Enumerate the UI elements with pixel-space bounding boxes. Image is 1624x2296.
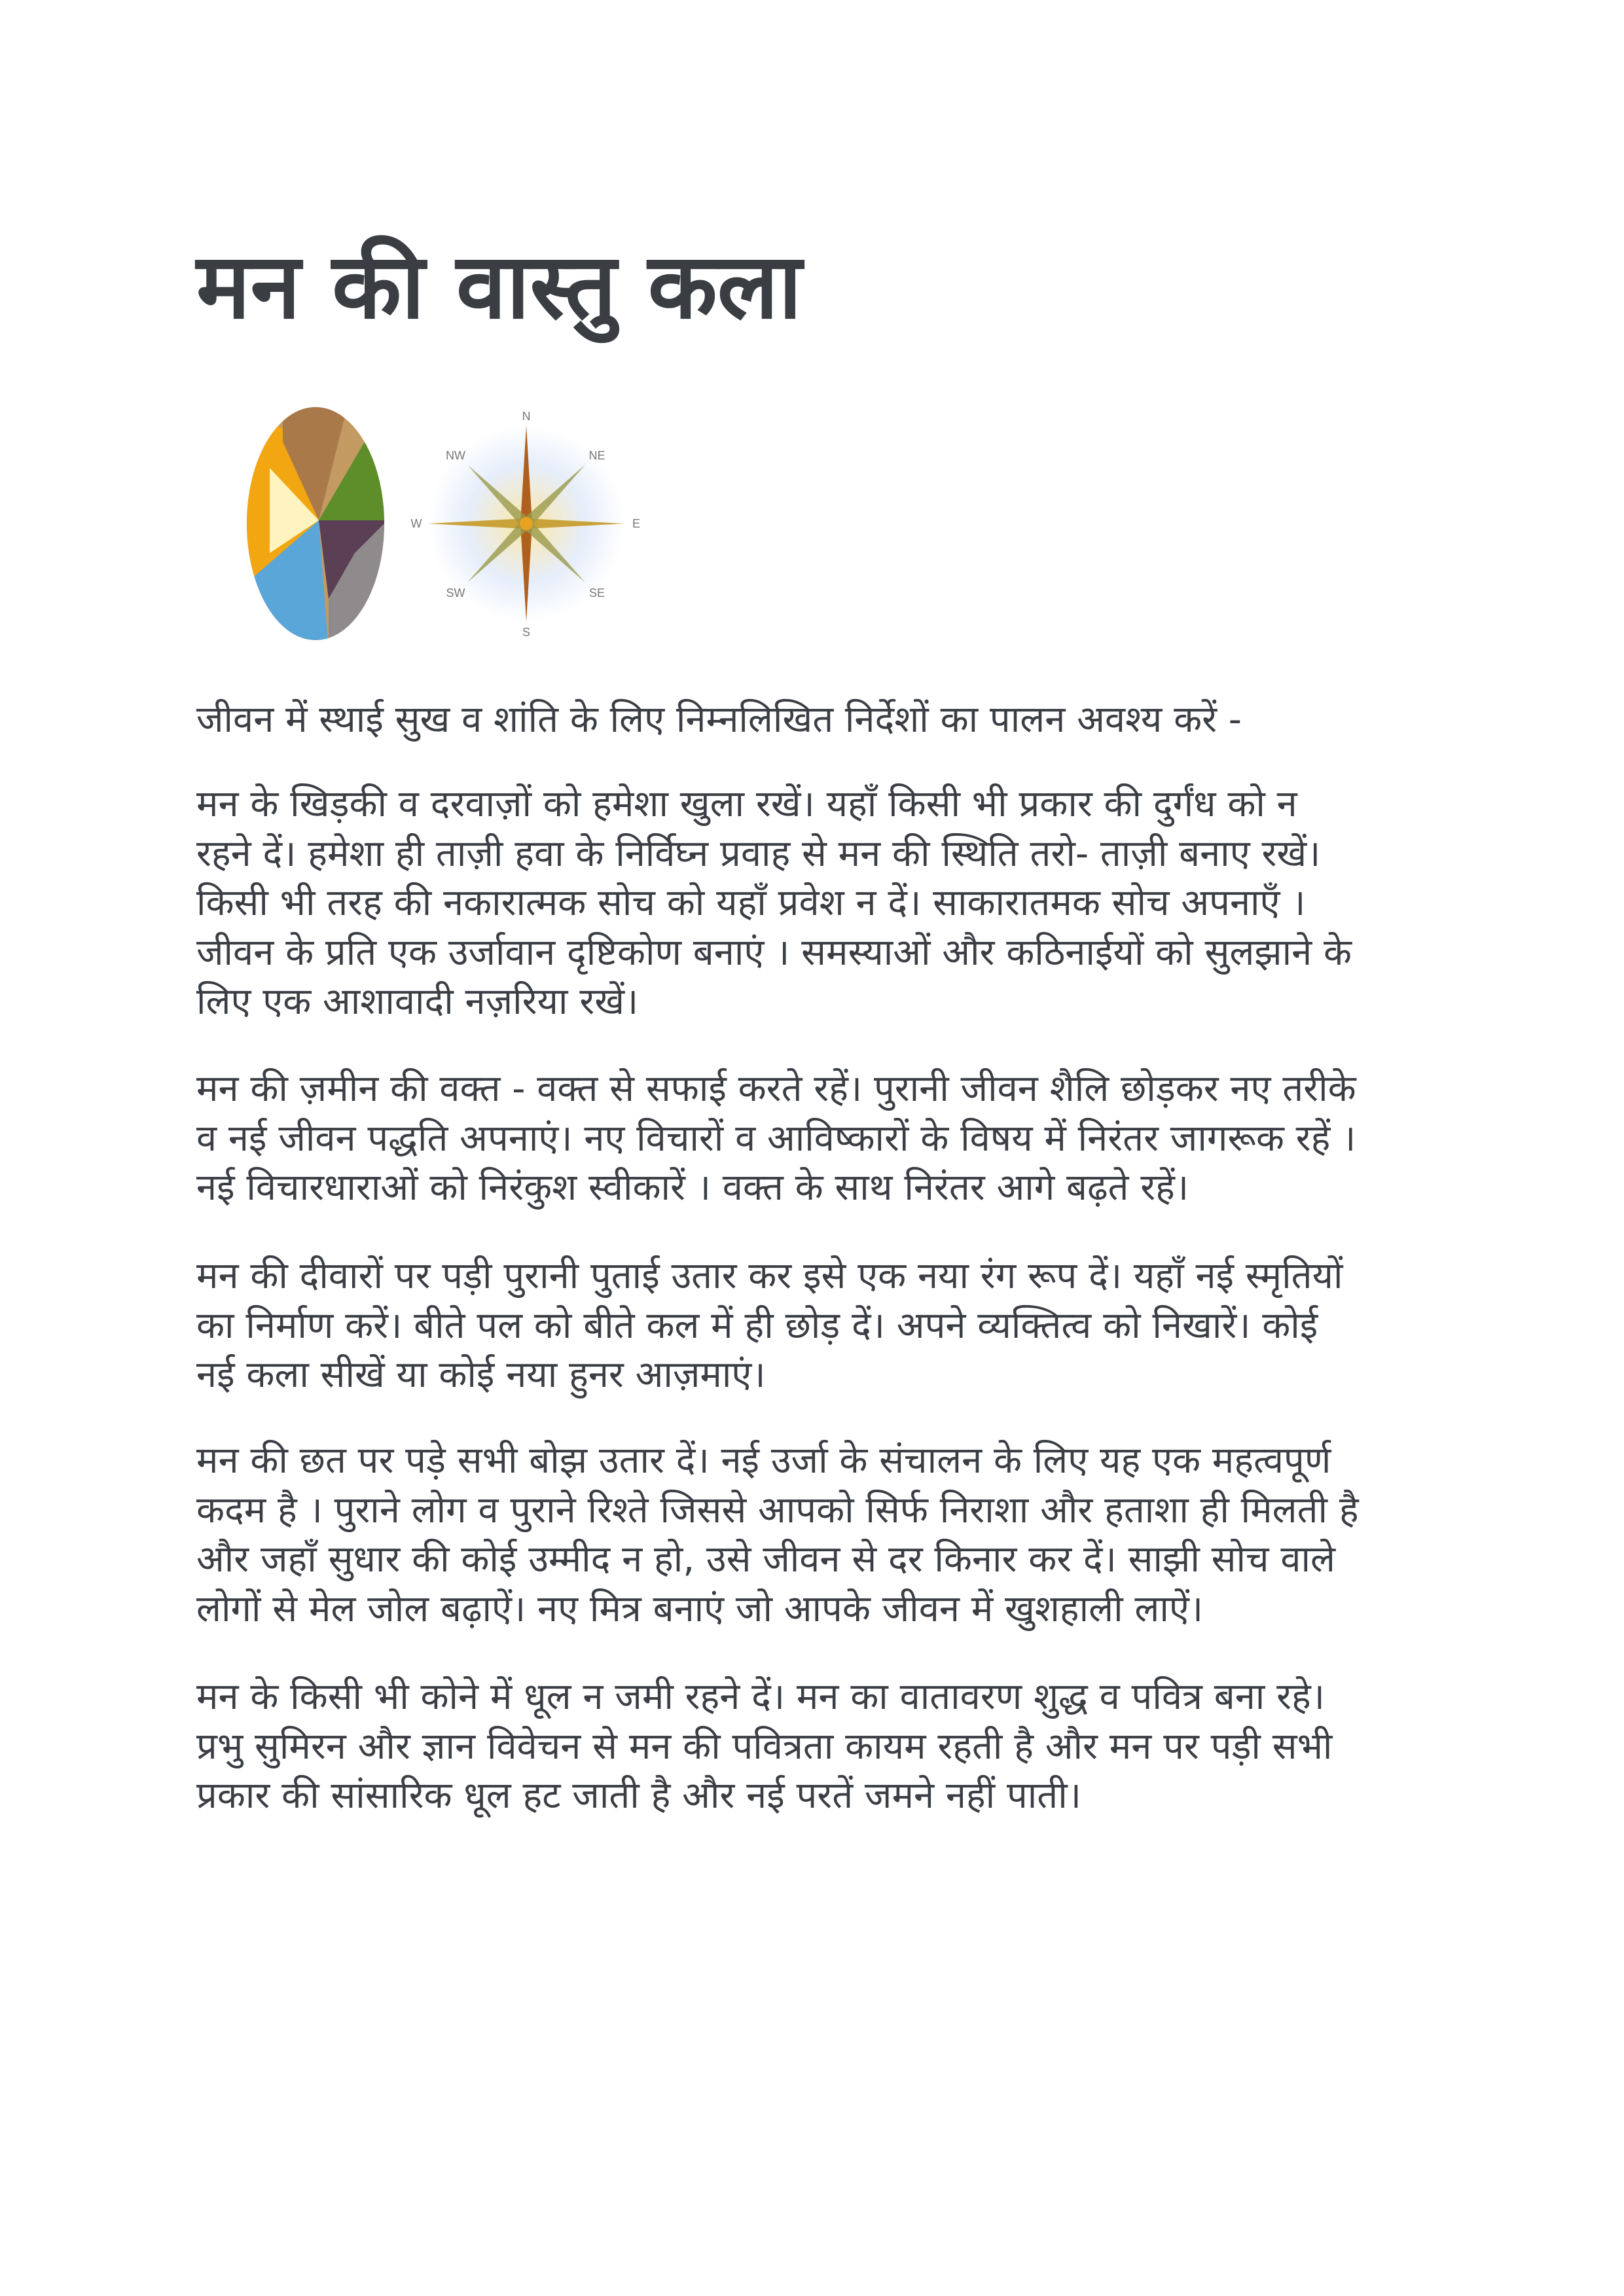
svg-text:E: E [632, 517, 641, 530]
svg-text:SW: SW [446, 586, 465, 600]
text-line: और जहाँ सुधार की कोई उम्मीद न हो, उसे जीवन से दर किनार कर दें। साझी सोच वाले [196, 1538, 1336, 1581]
five-elements-oval-image [244, 403, 388, 651]
text-line: किसी भी तरह की नकारात्मक सोच को यहाँ प्रवेश न दें। साकारातमक सोच अपनाएँ । [196, 882, 1306, 924]
text-line: प्रकार की सांसारिक धूल हट जाती है और नई परतें जमने नहीं पाती। [196, 1774, 1081, 1817]
body-paragraph [196, 1064, 1356, 1213]
intro-paragraph [196, 695, 1242, 745]
compass-rose-icon [411, 410, 641, 639]
body-paragraph [196, 780, 1352, 1027]
text-line: व नई जीवन पद्धति अपनाएं। नए विचारों व आविष्कारों के विषय में निरंतर जागरूक रहें । [196, 1117, 1356, 1160]
header-illustration [244, 403, 641, 651]
svg-text:W: W [410, 517, 422, 530]
svg-text:S: S [522, 626, 531, 639]
text-line: मन की ज़मीन की वक्त - वक्त से सफाई करते रहें। पुरानी जीवन शैलि छोड़कर नए तरीके [196, 1067, 1356, 1110]
text-line: मन के किसी भी कोने में धूल न जमी रहने दें। मन का वातावरण शुद्ध व पवित्र बना रहे। [196, 1676, 1325, 1718]
page-title: मन की वास्तु कला [196, 234, 803, 339]
text-line: जीवन के प्रति एक उर्जावान दृष्टिकोण बनाएं । समस्याओं और कठिनाईयों को सुलझाने के [196, 931, 1352, 974]
text-line: नई कला सीखें या कोई नया हुनर आज़माएं। [196, 1354, 766, 1396]
text-line: का निर्माण करें। बीते पल को बीते कल में ही छोड़ दें। अपने व्यक्तित्व को निखारें। कोई [196, 1304, 1318, 1347]
text-line: कदम है । पुराने लोग व पुराने रिश्ते जिससे आपको सिर्फ निराशा और हताशा ही मिलती है [196, 1488, 1359, 1532]
text-line: रहने दें। हमेशा ही ताज़ी हवा के निर्विघ्न प्रवाह से मन की स्थिति तरो- ताज़ी बनाए रखें। [196, 832, 1321, 875]
text-line: मन की दीवारों पर पड़ी पुरानी पुताई उतार कर इसे एक नया रंग रूप दें। यहाँ नई स्मृतियों [196, 1255, 1343, 1297]
text-line: नई विचारधाराओं को निरंकुश स्वीकारें । वक्त के साथ निरंतर आगे बढ़ते रहें। [196, 1166, 1189, 1209]
svg-text:N: N [522, 410, 531, 423]
body-paragraph [196, 1436, 1359, 1634]
text-line: लोगों से मेल जोल बढ़ाऐं। नए मित्र बनाएं जो आपके जीवन में खुशहाली लाऐं। [196, 1587, 1204, 1630]
text-line: मन के खिड़की व दरवाज़ों को हमेशा खुला रखें। यहाँ किसी भी प्रकार की दुर्गंध को न [196, 783, 1297, 825]
text-line: लिए एक आशावादी नज़रिया रखें। [196, 980, 639, 1023]
text-line: मन की छत पर पड़े सभी बोझ उतार दें। नई उर्जा के संचालन के लिए यह एक महत्वपूर्ण [196, 1439, 1331, 1482]
body-paragraph [196, 1251, 1343, 1400]
svg-text:SE: SE [588, 586, 605, 600]
svg-text:NE: NE [588, 449, 605, 462]
svg-text:NW: NW [446, 449, 465, 462]
text-line: जीवन में स्थाई सुख व शांति के लिए निम्नलिखित निर्देशों का पालन अवश्य करें - [196, 698, 1242, 741]
text-line: प्रभु सुमिरन और ज्ञान विवेचन से मन की पवित्रता कायम रहती है और मन पर पड़ी सभी [196, 1725, 1333, 1768]
body-paragraph [196, 1672, 1332, 1821]
